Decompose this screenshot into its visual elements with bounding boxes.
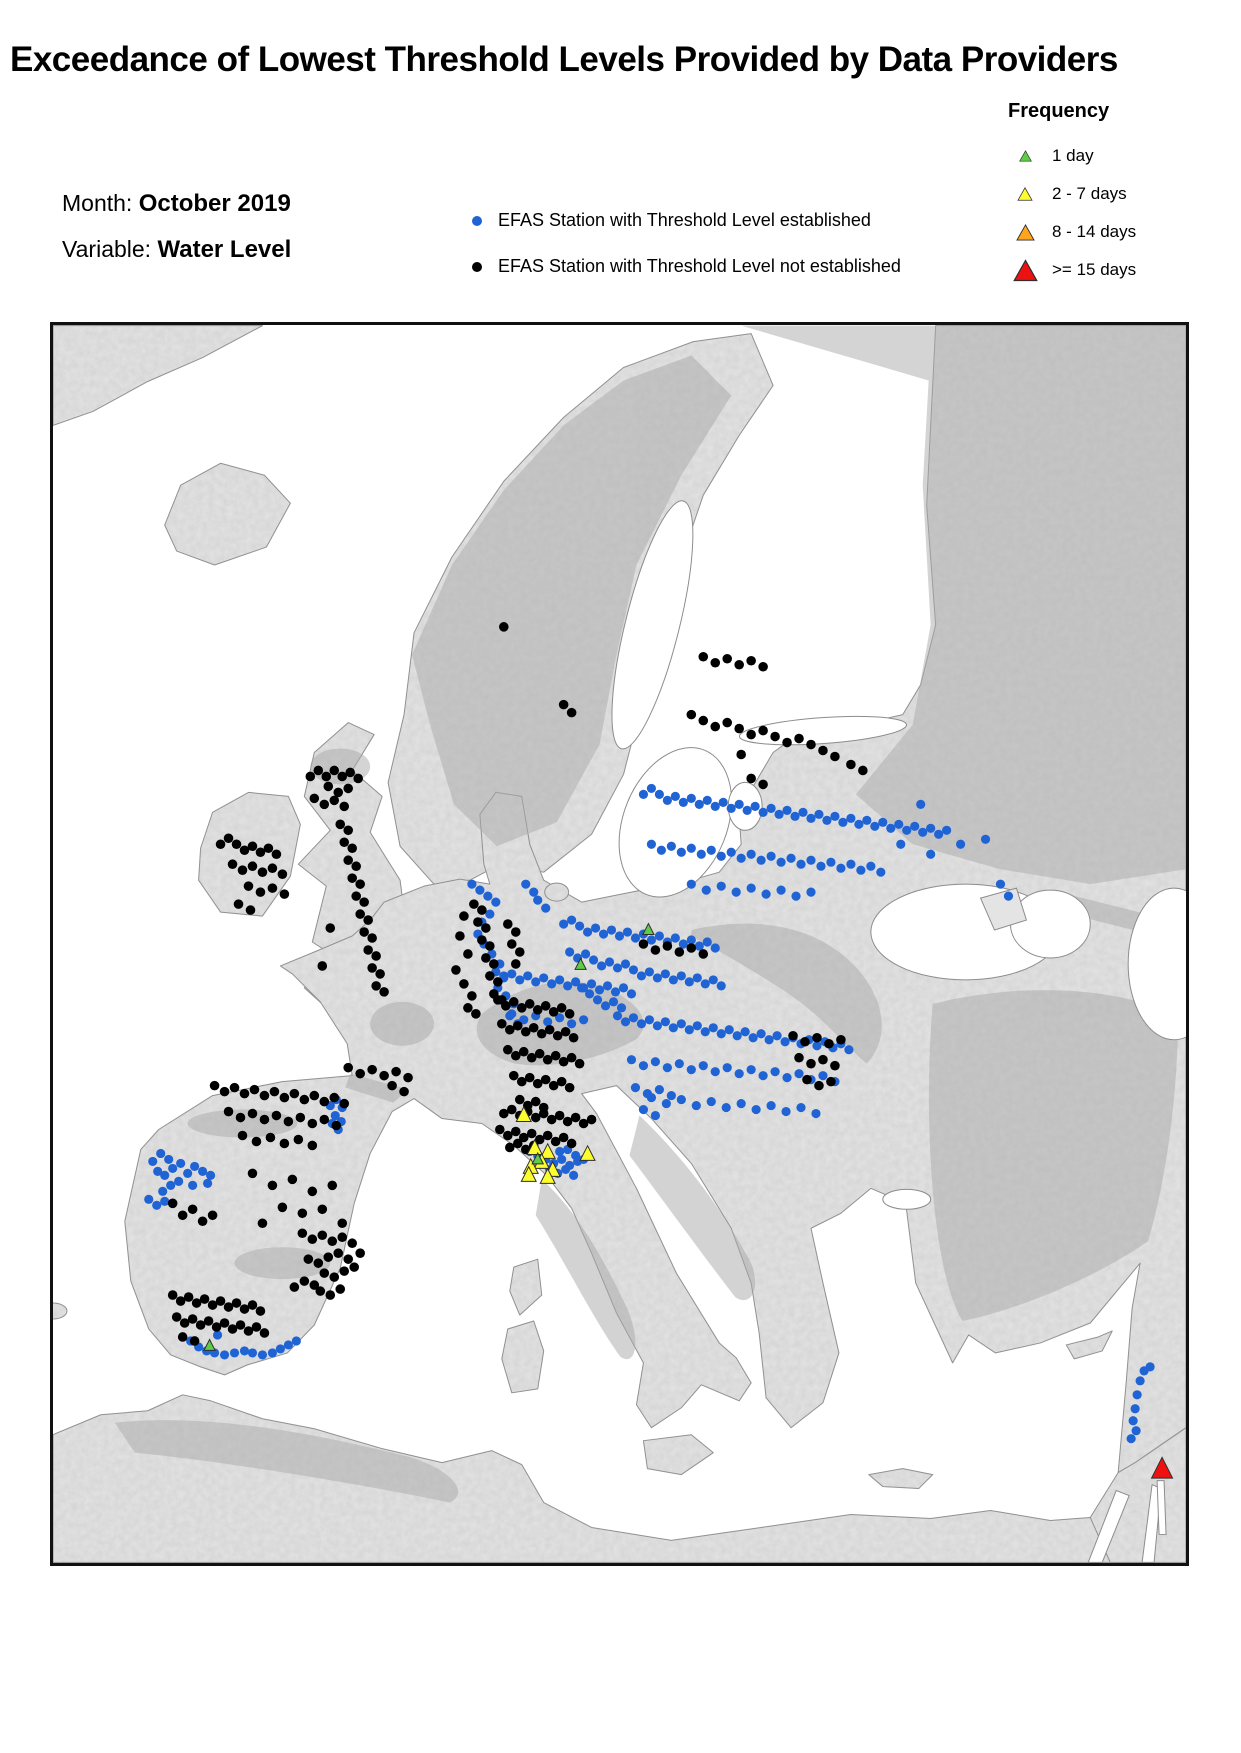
frequency-item-ge15days [1008,251,1136,289]
blue-dot-icon [472,216,482,226]
europe-map [50,322,1189,1566]
relief-massif-central [370,1002,434,1046]
month-label: Month: [62,190,133,216]
dead-sea [1157,1481,1166,1535]
month-value: October 2019 [138,190,291,217]
red-triangle-icon [1013,259,1038,282]
month-line [62,190,291,218]
legend-not-established-label: EFAS Station with Threshold Level not established [498,256,901,276]
sea-of-marmara [883,1189,931,1209]
green-triangle-icon [1019,150,1032,162]
frequency-item-label: 2 - 7 days [1052,184,1127,203]
frequency-item-label: 8 - 14 days [1052,222,1137,241]
orange-triangle-icon [1016,224,1035,241]
page-title: Exceedance of Lowest Threshold Levels Provided by Data Providers [10,40,1118,79]
frequency-legend [1008,100,1136,289]
black-sea-east-lobe [1010,890,1090,958]
frequency-legend-title: Frequency [1008,100,1110,122]
black-dot-icon [472,262,482,272]
variable-label: Variable: [62,236,152,262]
europe-map-svg [53,325,1186,1563]
variable-value: Water Level [157,236,292,263]
frequency-item-1day [1008,137,1136,175]
yellow-triangle-icon [1017,187,1033,201]
frequency-item-label: >= 15 days [1052,260,1137,279]
frequency-item-label: 1 day [1052,146,1094,165]
legend-established-label: EFAS Station with Threshold Level established [498,210,871,230]
frequency-item-8-14days [1008,213,1136,251]
variable-line [62,236,291,264]
legend-not-established [472,256,901,277]
legend-established [472,210,871,231]
frequency-item-2-7days [1008,175,1136,213]
